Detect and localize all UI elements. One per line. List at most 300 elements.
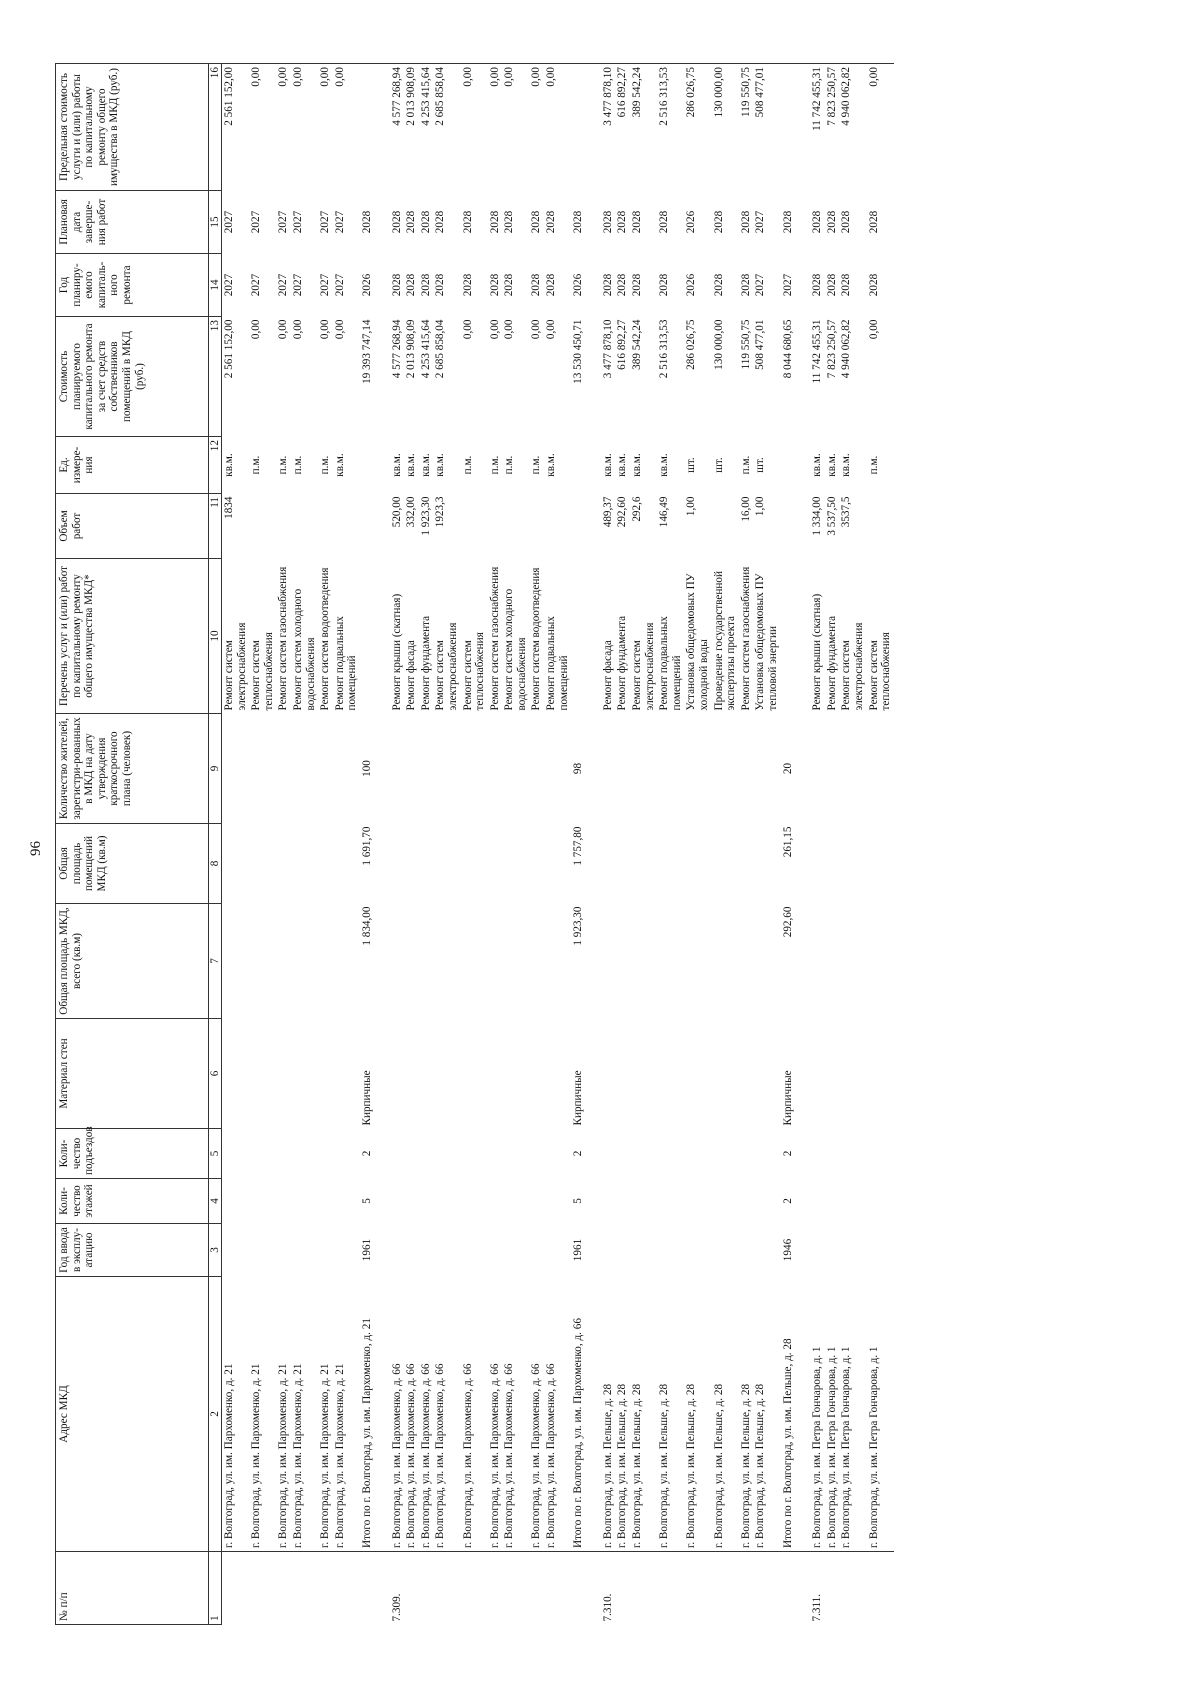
cell-col-1 xyxy=(291,1552,318,1625)
cell-col-1 xyxy=(739,1552,754,1625)
cell-col-14: 2027 xyxy=(333,273,346,297)
cell-col-7: 292,60 xyxy=(781,906,794,938)
cell-col-16: 508 477,01 xyxy=(753,64,780,191)
cell-col-2: Итого по г. Волгоград, ул. им. Пархоменко, д. 66 xyxy=(571,1277,586,1552)
cell-col-14: 2028 xyxy=(739,273,752,297)
cell-col-5 xyxy=(739,1129,754,1179)
cell-col-5 xyxy=(390,1129,405,1179)
table-row xyxy=(333,64,360,1625)
cell-col-11: 146,49 xyxy=(658,496,671,528)
cell-col-12: шт. xyxy=(754,457,767,473)
cell-col-6 xyxy=(276,1019,291,1129)
cell-col-6: Кирпичные xyxy=(360,1070,373,1126)
cell-col-14: 2028 xyxy=(840,273,853,297)
cell-col-15: 2028 xyxy=(530,210,543,234)
cell-col-11 xyxy=(544,494,571,559)
cell-col-12: п.м. xyxy=(250,455,263,475)
cell-col-13: 0,00 xyxy=(503,319,516,340)
cell-col-12: кв.м. xyxy=(601,453,614,477)
cell-col-8 xyxy=(753,824,780,904)
cell-col-5 xyxy=(291,1129,318,1179)
cell-col-11: 1834 xyxy=(223,496,235,519)
spacer-row xyxy=(586,64,601,1625)
column-number-row xyxy=(209,64,222,1625)
cell-col-4 xyxy=(276,1179,291,1224)
cell-col-9 xyxy=(810,714,825,824)
cell-col-1 xyxy=(571,1552,586,1625)
header-cell: Коли-чество подъездов xyxy=(56,1129,209,1179)
cell-col-11: 520,00 xyxy=(390,496,403,528)
cell-col-10: Установка общедомовых ПУ холодной воды xyxy=(685,573,710,711)
cell-col-12: кв.м. xyxy=(840,453,853,477)
cell-col-16: 11 742 455,31 xyxy=(810,64,825,191)
cell-col-11 xyxy=(333,494,360,559)
cell-col-8 xyxy=(276,824,291,904)
table-row xyxy=(810,64,825,1625)
header-cell: Количество жителей, зарегистри-рованных в МКД на дату утверждения краткосрочного плана (человек) xyxy=(56,714,209,824)
cell-col-16: 0,00 xyxy=(333,64,360,191)
table-row xyxy=(318,64,333,1625)
cell-col-14: 2027 xyxy=(277,273,290,297)
cell-col-5 xyxy=(502,1129,529,1179)
cell-col-13: 616 892,27 xyxy=(616,319,629,370)
cell-col-4 xyxy=(222,1179,250,1224)
cell-col-10: Ремонт систем водоотведения xyxy=(319,567,332,711)
cell-col-6 xyxy=(601,1019,616,1129)
cell-col-7 xyxy=(419,904,434,1019)
cell-col-9 xyxy=(433,714,460,824)
cell-col-6 xyxy=(404,1019,419,1129)
cell-col-4: 5 xyxy=(572,1198,585,1204)
cell-col-7: 1 834,00 xyxy=(360,906,373,946)
cell-col-8: 261,15 xyxy=(781,826,794,858)
cell-col-4 xyxy=(419,1179,434,1224)
cell-col-15: 2026 xyxy=(685,210,698,234)
cell-col-3 xyxy=(419,1224,434,1277)
cell-col-8 xyxy=(249,824,276,904)
cell-col-7 xyxy=(318,904,333,1019)
cell-col-6 xyxy=(630,1019,657,1129)
cell-col-3 xyxy=(390,1224,405,1277)
cell-col-2: г. Волгоград, ул. им. Петра Гончарова, д. 1 xyxy=(867,1277,894,1552)
cell-col-2: Итого по г. Волгоград, ул. им. Пельше, д. 28 xyxy=(781,1277,796,1552)
table-row xyxy=(867,64,894,1625)
cell-col-9 xyxy=(630,714,657,824)
spacer-cell xyxy=(586,1179,601,1224)
cell-col-15: 2027 xyxy=(333,210,346,234)
cell-col-7 xyxy=(712,904,739,1019)
cell-col-8: 1 691,70 xyxy=(360,826,373,866)
cell-col-12: п.м. xyxy=(503,455,516,475)
cell-col-3 xyxy=(712,1224,739,1277)
cell-col-16: 4 940 062,82 xyxy=(839,64,866,191)
header-cell: Адрес МКД xyxy=(56,1277,209,1552)
cell-col-13: 13 530 450,71 xyxy=(572,319,585,384)
cell-col-12: шт. xyxy=(712,457,725,473)
cell-col-2: г. Волгоград, ул. им. Пархоменко, д. 66 xyxy=(419,1277,434,1552)
spacer-cell xyxy=(586,904,601,1019)
cell-col-3 xyxy=(276,1224,291,1277)
cell-col-8 xyxy=(867,824,894,904)
cell-col-6 xyxy=(318,1019,333,1129)
cell-col-2: г. Волгоград, ул. им. Пархоменко, д. 66 xyxy=(404,1277,419,1552)
table-row xyxy=(404,64,419,1625)
cell-col-6 xyxy=(529,1019,544,1129)
cell-col-12: п.м. xyxy=(530,455,543,475)
cell-col-12: кв.м. xyxy=(333,453,346,477)
cell-col-1 xyxy=(615,1552,630,1625)
cell-col-14: 2028 xyxy=(601,273,614,297)
cell-col-14: 2028 xyxy=(658,273,671,297)
cell-col-10: Ремонт фундамента xyxy=(616,615,629,711)
spacer-cell xyxy=(795,437,810,494)
cell-col-9 xyxy=(419,714,434,824)
cell-col-9 xyxy=(404,714,419,824)
column-number: 8 xyxy=(209,824,222,904)
cell-col-2: г. Волгоград, ул. им. Пельше, д. 28 xyxy=(601,1277,616,1552)
spacer-cell xyxy=(375,714,390,824)
spacer-row xyxy=(375,64,390,1625)
table-row xyxy=(461,64,488,1625)
column-number: 13 xyxy=(209,317,222,437)
spacer-cell xyxy=(795,64,810,191)
cell-col-12: кв.м. xyxy=(405,453,418,477)
cell-col-3 xyxy=(544,1224,571,1277)
cell-col-10: Ремонт подвальных помещений xyxy=(658,616,683,711)
cell-col-2: г. Волгоград, ул. им. Пархоменко, д. 66 xyxy=(390,1277,405,1552)
cell-col-16: 0,00 xyxy=(867,64,894,191)
capital-repair-table xyxy=(55,63,894,1625)
column-number: 2 xyxy=(209,1277,222,1552)
cell-col-8 xyxy=(488,824,503,904)
cell-col-14: 2027 xyxy=(250,273,263,297)
cell-col-1 xyxy=(488,1552,503,1625)
cell-col-12: п.м. xyxy=(291,455,304,475)
cell-col-5 xyxy=(712,1129,739,1179)
cell-col-14: 2027 xyxy=(781,273,794,297)
cell-col-5 xyxy=(684,1129,711,1179)
cell-col-4 xyxy=(867,1179,894,1224)
cell-col-4 xyxy=(712,1179,739,1224)
cell-col-3 xyxy=(684,1224,711,1277)
cell-col-12: п.м. xyxy=(739,455,752,475)
table-row xyxy=(502,64,529,1625)
cell-col-1 xyxy=(684,1552,711,1625)
table-row xyxy=(712,64,739,1625)
spacer-cell xyxy=(375,904,390,1019)
table-row xyxy=(419,64,434,1625)
header-cell: Ед. измере-ния xyxy=(56,437,209,494)
header-cell: Материал стен xyxy=(56,1019,209,1129)
cell-col-7 xyxy=(615,904,630,1019)
cell-col-15: 2028 xyxy=(405,210,418,234)
spacer-cell xyxy=(795,1129,810,1179)
spacer-cell xyxy=(795,1552,810,1625)
cell-col-14: 2028 xyxy=(811,273,824,297)
cell-col-13: 4 577 268,94 xyxy=(390,319,403,379)
cell-col-11: 292,60 xyxy=(616,496,629,528)
cell-col-5 xyxy=(318,1129,333,1179)
cell-col-6 xyxy=(615,1019,630,1129)
page-number: 96 xyxy=(28,841,44,856)
cell-col-3 xyxy=(630,1224,657,1277)
cell-col-13: 4 940 062,82 xyxy=(840,319,853,379)
cell-col-3: 1961 xyxy=(360,1238,373,1262)
cell-col-16: 130 000,00 xyxy=(712,64,739,191)
cell-col-1 xyxy=(419,1552,434,1625)
header-row xyxy=(56,64,209,1625)
cell-col-16: 2 685 858,04 xyxy=(433,64,460,191)
spacer-cell xyxy=(795,559,810,714)
cell-col-3 xyxy=(601,1224,616,1277)
cell-col-5 xyxy=(529,1129,544,1179)
cell-col-7 xyxy=(601,904,616,1019)
cell-col-13: 0,00 xyxy=(530,319,543,340)
cell-col-6 xyxy=(390,1019,405,1129)
cell-col-1 xyxy=(781,1552,796,1625)
cell-col-8 xyxy=(390,824,405,904)
cell-col-1 xyxy=(222,1552,250,1625)
cell-col-15: 2028 xyxy=(572,210,585,234)
cell-col-16: 0,00 xyxy=(318,64,333,191)
cell-col-6: Кирпичные xyxy=(781,1070,794,1126)
cell-col-7 xyxy=(630,904,657,1019)
cell-col-14: 2028 xyxy=(530,273,543,297)
spacer-cell xyxy=(375,191,390,254)
cell-col-12: кв.м. xyxy=(825,453,838,477)
cell-col-2: г. Волгоград, ул. им. Пельше, д. 28 xyxy=(739,1277,754,1552)
table-row xyxy=(433,64,460,1625)
spacer-cell xyxy=(586,824,601,904)
cell-col-8 xyxy=(333,824,360,904)
cell-col-6 xyxy=(839,1019,866,1129)
cell-col-10 xyxy=(360,559,375,714)
cell-col-4 xyxy=(502,1179,529,1224)
spacer-cell xyxy=(795,1179,810,1224)
spacer-cell xyxy=(586,1129,601,1179)
cell-col-4 xyxy=(461,1179,488,1224)
cell-col-15: 2027 xyxy=(277,210,290,234)
cell-col-5 xyxy=(222,1129,250,1179)
cell-col-13: 508 477,01 xyxy=(754,319,767,370)
cell-col-14: 2028 xyxy=(545,273,558,297)
cell-col-6 xyxy=(249,1019,276,1129)
cell-col-5 xyxy=(488,1129,503,1179)
cell-col-13: 2 685 858,04 xyxy=(434,319,447,379)
cell-col-12: кв.м. xyxy=(616,453,629,477)
cell-col-14: 2026 xyxy=(572,273,585,297)
spacer-cell xyxy=(586,714,601,824)
spacer-cell xyxy=(375,1129,390,1179)
cell-col-10: Ремонт фасада xyxy=(405,640,418,711)
cell-col-10: Ремонт систем электроснабжения xyxy=(840,622,865,711)
cell-col-12: кв.м. xyxy=(419,453,432,477)
cell-col-13: 4 253 415,64 xyxy=(419,319,432,379)
table-row xyxy=(276,64,291,1625)
cell-col-15: 2027 xyxy=(319,210,332,234)
cell-col-15: 2028 xyxy=(739,210,752,234)
cell-col-16: 4 577 268,94 xyxy=(390,64,405,191)
cell-col-5: 2 xyxy=(781,1150,794,1157)
cell-col-7 xyxy=(544,904,571,1019)
cell-col-11 xyxy=(249,494,276,559)
cell-col-3 xyxy=(461,1224,488,1277)
column-number: 9 xyxy=(209,714,222,824)
cell-col-13: 119 550,75 xyxy=(739,319,752,370)
cell-col-1 xyxy=(249,1552,276,1625)
cell-col-14: 2026 xyxy=(685,273,698,297)
cell-col-8 xyxy=(657,824,684,904)
cell-col-3 xyxy=(333,1224,360,1277)
header-cell: Плановая дата заверше-ния работ xyxy=(56,191,209,254)
cell-col-11 xyxy=(276,494,291,559)
spacer-cell xyxy=(586,559,601,714)
column-number: 3 xyxy=(209,1224,222,1277)
cell-col-7 xyxy=(291,904,318,1019)
cell-col-2: г. Волгоград, ул. им. Пархоменко, д. 66 xyxy=(529,1277,544,1552)
cell-col-2: г. Волгоград, ул. им. Пельше, д. 28 xyxy=(615,1277,630,1552)
cell-col-7 xyxy=(839,904,866,1019)
cell-col-5 xyxy=(630,1129,657,1179)
cell-col-6 xyxy=(222,1019,250,1129)
cell-col-4 xyxy=(684,1179,711,1224)
cell-col-11: 332,00 xyxy=(405,496,418,528)
table-row xyxy=(544,64,571,1625)
cell-col-11: 1923,3 xyxy=(434,496,447,528)
column-number: 15 xyxy=(209,191,222,254)
spacer-cell xyxy=(375,64,390,191)
header-cell: Объем работ xyxy=(56,494,209,559)
cell-col-1 xyxy=(360,1552,375,1625)
cell-col-14: 2027 xyxy=(319,273,332,297)
cell-col-13: 0,00 xyxy=(333,319,346,340)
cell-col-16: 4 253 415,64 xyxy=(419,64,434,191)
cell-col-13: 8 044 680,65 xyxy=(781,319,794,379)
cell-col-8: 1 757,80 xyxy=(572,826,585,866)
cell-col-16: 2 516 313,53 xyxy=(657,64,684,191)
cell-col-3 xyxy=(433,1224,460,1277)
cell-col-12 xyxy=(571,437,586,494)
cell-col-15: 2028 xyxy=(631,210,644,234)
cell-col-13: 0,00 xyxy=(461,319,474,340)
cell-col-3 xyxy=(825,1224,840,1277)
spacer-cell xyxy=(586,437,601,494)
cell-col-5 xyxy=(433,1129,460,1179)
cell-col-6 xyxy=(502,1019,529,1129)
cell-col-14: 2028 xyxy=(488,273,501,297)
cell-col-14: 2028 xyxy=(405,273,418,297)
spacer-cell xyxy=(586,317,601,437)
column-number: 7 xyxy=(209,904,222,1019)
cell-col-2: г. Волгоград, ул. им. Пельше, д. 28 xyxy=(753,1277,780,1552)
cell-col-5 xyxy=(839,1129,866,1179)
column-number: 14 xyxy=(209,254,222,317)
cell-col-4 xyxy=(601,1179,616,1224)
spacer-cell xyxy=(375,437,390,494)
cell-col-13: 0,00 xyxy=(250,319,263,340)
cell-col-15: 2028 xyxy=(419,210,432,234)
cell-col-4 xyxy=(739,1179,754,1224)
spacer-cell xyxy=(375,494,390,559)
cell-col-13: 0,00 xyxy=(867,319,880,340)
cell-col-7 xyxy=(249,904,276,1019)
cell-col-16: 7 823 250,57 xyxy=(825,64,840,191)
cell-col-4 xyxy=(291,1179,318,1224)
cell-col-12: кв.м. xyxy=(658,453,671,477)
cell-col-2: г. Волгоград, ул. им. Петра Гончарова, д. 1 xyxy=(810,1277,825,1552)
cell-col-4 xyxy=(488,1179,503,1224)
cell-col-6 xyxy=(684,1019,711,1129)
cell-col-3 xyxy=(657,1224,684,1277)
cell-col-4 xyxy=(529,1179,544,1224)
cell-col-3 xyxy=(404,1224,419,1277)
spacer-cell xyxy=(795,1277,810,1552)
cell-col-15: 2028 xyxy=(867,210,880,234)
header-cell: Перечень услуг и (или) работ по капитальному ремонту общего имущества МКД* xyxy=(56,559,209,714)
cell-col-4: 2 xyxy=(781,1198,794,1204)
cell-col-1 xyxy=(630,1552,657,1625)
spacer-cell xyxy=(586,1277,601,1552)
cell-col-6: Кирпичные xyxy=(572,1070,585,1126)
cell-col-9: 98 xyxy=(572,762,585,775)
cell-col-1: 7.309. xyxy=(390,1593,403,1622)
total-row xyxy=(571,64,586,1625)
table-row xyxy=(249,64,276,1625)
cell-col-2: г. Волгоград, ул. им. Пархоменко, д. 21 xyxy=(333,1277,360,1552)
cell-col-14: 2028 xyxy=(461,273,474,297)
cell-col-15: 2028 xyxy=(461,210,474,234)
cell-col-6 xyxy=(712,1019,739,1129)
cell-col-10: Ремонт фундамента xyxy=(825,615,838,711)
cell-col-16: 2 013 908,09 xyxy=(404,64,419,191)
cell-col-5 xyxy=(810,1129,825,1179)
cell-col-8 xyxy=(839,824,866,904)
cell-col-12: кв.м. xyxy=(223,453,235,477)
table-row xyxy=(488,64,503,1625)
cell-col-5: 2 xyxy=(360,1150,373,1157)
header-cell: Год планиру-емого капиталь-ного ремонта xyxy=(56,254,209,317)
cell-col-3 xyxy=(222,1224,250,1277)
cell-col-10: Ремонт систем газоснабжения xyxy=(277,566,290,711)
cell-col-14: 2028 xyxy=(616,273,629,297)
cell-col-7 xyxy=(657,904,684,1019)
cell-col-5 xyxy=(333,1129,360,1179)
cell-col-13: 3 477 878,10 xyxy=(601,319,614,379)
cell-col-11 xyxy=(781,494,796,559)
cell-col-13: 2 516 313,53 xyxy=(658,319,671,379)
cell-col-2: г. Волгоград, ул. им. Пельше, д. 28 xyxy=(657,1277,684,1552)
cell-col-6 xyxy=(544,1019,571,1129)
cell-col-15: 2028 xyxy=(616,210,629,234)
cell-col-8 xyxy=(615,824,630,904)
cell-col-3 xyxy=(249,1224,276,1277)
cell-col-12: кв.м. xyxy=(811,453,824,477)
table-row xyxy=(222,64,250,1625)
cell-col-10: Ремонт систем электроснабжения xyxy=(434,622,459,711)
cell-col-14: 2028 xyxy=(631,273,644,297)
cell-col-8 xyxy=(684,824,711,904)
spacer-cell xyxy=(375,317,390,437)
cell-col-10: Ремонт систем электроснабжения xyxy=(631,622,656,711)
cell-col-3: 1961 xyxy=(572,1238,585,1262)
spacer-cell xyxy=(795,191,810,254)
spacer-cell xyxy=(795,714,810,824)
cell-col-9 xyxy=(867,714,894,824)
total-row xyxy=(360,64,375,1625)
cell-col-1 xyxy=(502,1552,529,1625)
cell-col-4 xyxy=(433,1179,460,1224)
spacer-row xyxy=(795,64,810,1625)
